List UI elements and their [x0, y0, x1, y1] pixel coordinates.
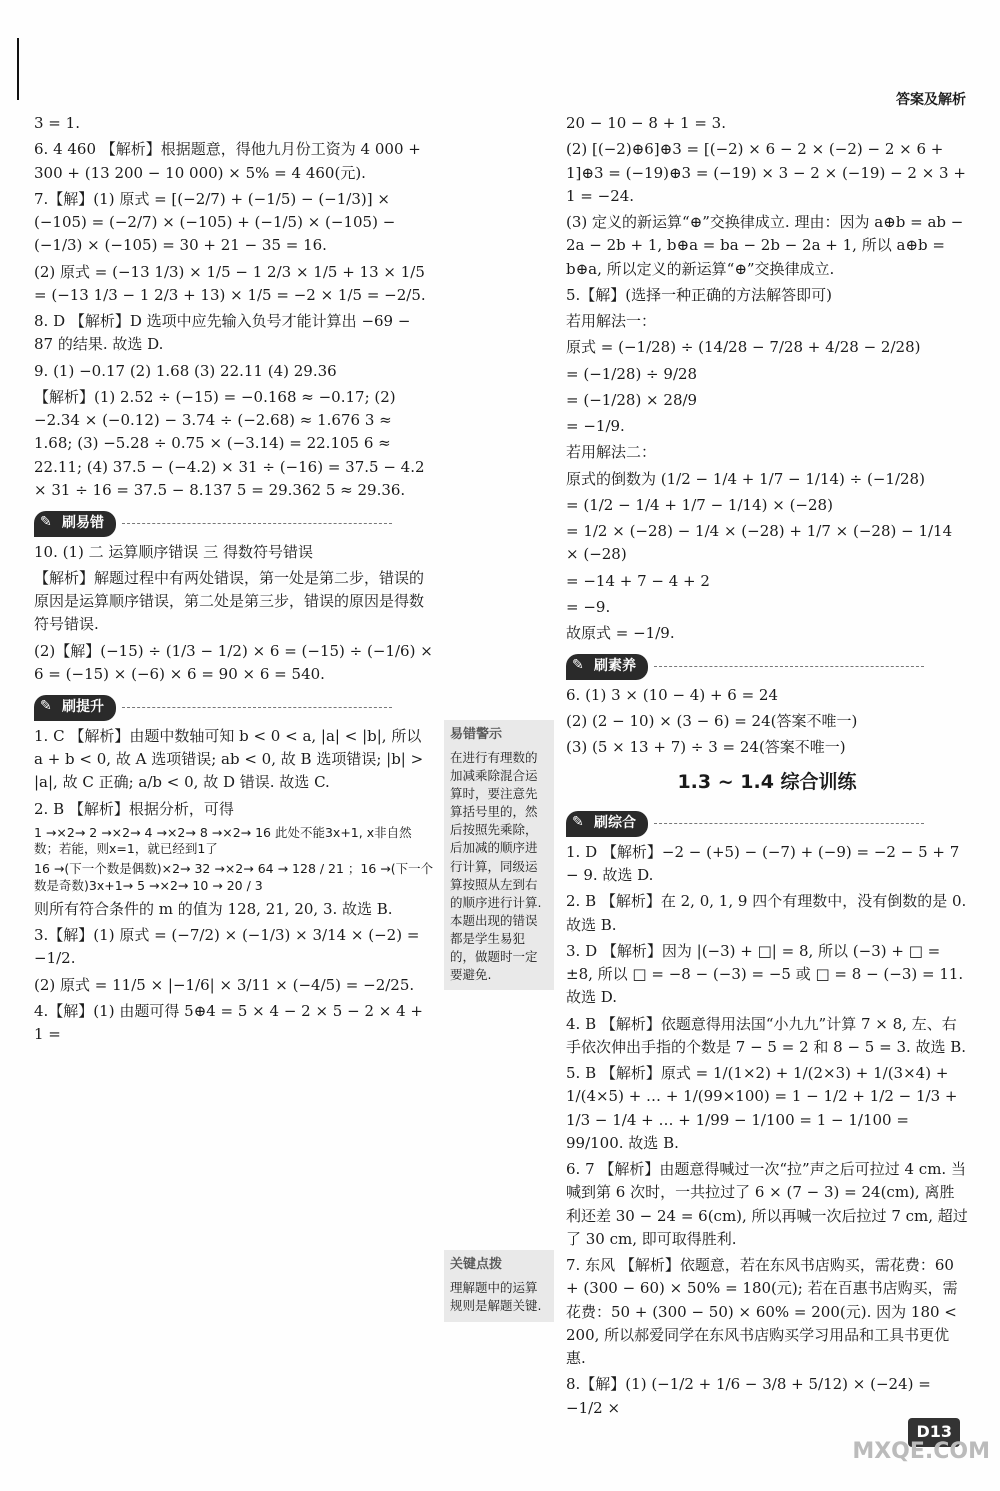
side-note-key — [444, 1250, 554, 1321]
section-banner: ✎ 刷素养 — [566, 654, 648, 680]
answer-line: 3.【解】(1) 原式 = (−7/2) × (−1/3) × 3/14 × (−2) = −1/2. — [34, 926, 420, 968]
section-banner: ✎ 刷综合 — [566, 811, 648, 837]
answer-line: 3. D 【解析】因为 |(−3) + □| = 8, 所以 (−3) + □ = ±8, 所以 □ = −8 − (−3) = −5 或 □ = 8 − (−3) = 11. 故选 D. — [566, 941, 964, 1007]
answer-line: (2) 原式 = 11/5 × |−1/6| × 3/11 × (−4/5) = −2/25. — [34, 975, 415, 994]
answer-line: 6. 7 【解析】由题意得喊过一次“拉”声之后可拉过 4 cm. 当喊到第 6 次时，一共拉过了 6 × (7 − 3) = 24(cm), 离胜利还差 30 − 24 = 6(cm), 所以再喊一次后拉过 7 cm, 超过了 30 cm, 即可取得胜利. — [566, 1160, 968, 1248]
side-note-title: 关键点拨 — [450, 1257, 503, 1273]
answer-line: (2) (2 − 10) × (3 − 6) = 24(答案不唯一) — [566, 712, 858, 731]
answer-line: 【解析】(1) 2.52 ÷ (−15) = −0.168 ≈ −0.17; (2) −2.34 × (−0.12) − 3.74 ÷ (−2.68) ≈ 1.676 3 ≈ 1.68; (3) −5.28 ÷ 0.75 × (−3.14) = 22.105 6 ≈ 22.11; (4) 37.5 − (−4.2) × 31 ÷ (−16) = 37.5 − 4.2 × 31 ÷ 16 = 37.5 − 8.137 5 = 29.362 5 ≈ 29.36. — [34, 387, 425, 499]
answer-line: (2) 原式 = (−13 1/3) × 1/5 − 1 2/3 × 1/5 + 13 × 1/5 = (−13 1/3 − 1 2/3 + 13) × 1/5 = −2 × 1/5 = −2/5. — [34, 262, 426, 304]
banner-divider — [654, 823, 924, 824]
section-banner: ✎ 刷易错 — [34, 511, 116, 537]
side-notes — [444, 720, 554, 1322]
answer-line: 则所有符合条件的 m 的值为 128, 21, 20, 3. 故选 B. — [34, 899, 393, 918]
flow-diagram: 1 →×2→ 2 →×2→ 4 →×2→ 8 →×2→ 16 此处不能3x+1, x非自然数；若能，则x=1，就已经到1了 — [34, 824, 412, 857]
answer-line: = (−1/28) ÷ 9/28 — [566, 364, 698, 383]
answer-line: 原式的倒数为 (1/2 − 1/4 + 1/7 − 1/14) ÷ (−1/28) — [566, 469, 925, 488]
watermark-logo: MXQE.COM — [852, 1439, 990, 1464]
answer-line: 5. B 【解析】原式 = 1/(1×2) + 1/(2×3) + 1/(3×4) + 1/(4×5) + … + 1/(99×100) = 1 − 1/2 + 1/2 − 1/3 + 1/3 − 1/4 + … + 1/99 − 1/100 = 1 − 1/100 = 99/100. 故选 B. — [566, 1064, 958, 1152]
answer-line: = 1/2 × (−28) − 1/4 × (−28) + 1/7 × (−28) − 1/14 × (−28) — [566, 522, 953, 564]
answer-line: (2)【解】(−15) ÷ (1/3 − 1/2) × 6 = (−15) ÷ (−1/6) × 6 = (−15) × (−6) × 6 = 90 × 6 = 540. — [34, 641, 433, 683]
banner-divider — [122, 707, 392, 708]
right-column — [566, 112, 968, 1423]
answer-line: 9. (1) −0.17 (2) 1.68 (3) 22.11 (4) 29.36 — [34, 361, 337, 380]
section-banner: ✎ 刷提升 — [34, 695, 116, 721]
side-note-text: 理解题中的运算规则是解题关键. — [450, 1280, 542, 1314]
answer-line: 若用解法一： — [566, 312, 657, 330]
margin-rule — [17, 38, 19, 100]
answer-line: 10. (1) 二 运算顺序错误 三 得数符号错误 — [34, 542, 313, 561]
answer-line: 原式 = (−1/28) ÷ (14/28 − 7/28 + 4/28 − 2/28) — [566, 338, 921, 357]
answer-line: 1. D 【解析】−2 − (+5) − (−7) + (−9) = −2 − 5 + 7 − 9. 故选 D. — [566, 842, 960, 885]
answer-line: 4. B 【解析】依题意得用法国“小九九”计算 7 × 8, 左、右手依次伸出手指的个数是 7 − 5 = 2 和 8 − 5 = 3. 故选 B. — [566, 1014, 967, 1056]
answer-line: 【解析】解题过程中有两处错误，第一处是第二步，错误的原因是运算顺序错误，第二处是第三步，错误的原因是得数符号错误. — [34, 568, 425, 634]
answer-line: 4.【解】(1) 由题可得 5⊕4 = 5 × 4 − 2 × 5 − 2 × 4 + 1 = — [34, 1001, 423, 1044]
answer-line: 若用解法二： — [566, 443, 657, 462]
banner-divider — [122, 523, 392, 524]
answer-line: 8.【解】(1) (−1/2 + 1/6 − 3/8 + 5/12) × (−24) = −1/2 × — [566, 1375, 931, 1417]
answer-line: 7.【解】(1) 原式 = [(−2/7) + (−1/5) − (−1/3)] × (−105) = (−2/7) × (−105) + (−1/5) × (−105) − (−1/3) × (−105) = 30 + 21 − 35 = 16. — [34, 189, 396, 255]
left-column — [34, 112, 434, 1049]
answer-line: 故原式 = −1/9. — [566, 624, 675, 642]
answer-line: 2. B 【解析】在 2, 0, 1, 9 四个有理数中，没有倒数的是 0. 故选 B. — [566, 892, 967, 934]
answer-line: 5.【解】(选择一种正确的方法解答即可) — [566, 285, 833, 304]
answer-line: 6. 4 460 【解析】根据题意，得他九月份工资为 4 000 + 300 + (13 200 − 10 000) × 5% = 4 460(元). — [34, 140, 421, 182]
answer-line: 3 = 1. — [34, 114, 80, 132]
side-note-title: 易错警示 — [450, 727, 503, 742]
answer-line: = −14 + 7 − 4 + 2 — [566, 571, 710, 590]
side-note-text: 在进行有理数的加减乘除混合运算时，要注意先算括号里的，然后按照先乘除，后加减的顺序进行计算，同级运算按照从左到右的顺序进行计算. 本题出现的错误都是学生易犯的，做题时一定要避免. — [450, 749, 542, 983]
answer-line: 8. D 【解析】D 选项中应先输入负号才能计算出 −69 − 87 的结果. 故选 D. — [34, 312, 411, 354]
section-title: 1.3 ~ 1.4 综合训练 — [677, 770, 857, 793]
answer-line: = −1/9. — [566, 417, 625, 435]
answer-line: 6. (1) 3 × (10 − 4) + 6 = 24 — [566, 685, 779, 704]
answer-line: 20 − 10 − 8 + 1 = 3. — [566, 114, 726, 132]
side-note-error — [444, 720, 554, 990]
banner-divider — [654, 666, 924, 667]
answer-line: = (1/2 − 1/4 + 1/7 − 1/14) × (−28) — [566, 495, 833, 514]
page-header: 答案及解析 — [896, 92, 966, 108]
answer-line: = (−1/28) × 28/9 — [566, 390, 698, 409]
answer-line: (3) (5 × 13 + 7) ÷ 3 = 24(答案不唯一) — [566, 738, 846, 757]
answer-line: 1. C 【解析】由题中数轴可知 b < 0 < a, |a| < |b|, 所以 a + b < 0, 故 A 选项错误; ab < 0, 故 B 选项错误; |b| > |a|, 故 C 正确; a/b < 0, 故 D 错误. 故选 C. — [34, 726, 424, 792]
answer-line: (3) 定义的新运算“⊕”交换律成立. 理由：因为 a⊕b = ab − 2a − 2b + 1, b⊕a = ba − 2b − 2a + 1, 所以 a⊕b = b⊕a, 所以定义的新运算“⊕”交换律成立. — [566, 213, 964, 278]
page-number: D13 — [908, 1418, 960, 1447]
answer-line: (2) [(−2)⊕6]⊕3 = [(−2) × 6 − 2 × (−2) − 2 × 6 + 1]⊕3 = (−19)⊕3 = (−19) × 3 − 2 × (−19) − 2 × 3 + 1 = −24. — [566, 140, 966, 205]
answer-line: = −9. — [566, 597, 611, 616]
answer-line: 7. 东风 【解析】依题意，若在东风书店购买，需花费：60 + (300 − 60) × 50% = 180(元); 若在百惠书店购买，需花费：50 + (300 − 50) × 60% = 200(元). 因为 180 < 200, 所以郝爱同学在东风书店购买学习用品和工具书更优惠. — [566, 1256, 958, 1368]
answer-line: 2. B 【解析】根据分析，可得 — [34, 799, 234, 818]
flow-diagram: 16 →(下一个数是偶数)×2→ 32 →×2→ 64 → 128 / 21 ；16 →(下一个数是奇数)3x+1→ 5 →×2→ 10 → 20 / 3 — [34, 861, 434, 893]
